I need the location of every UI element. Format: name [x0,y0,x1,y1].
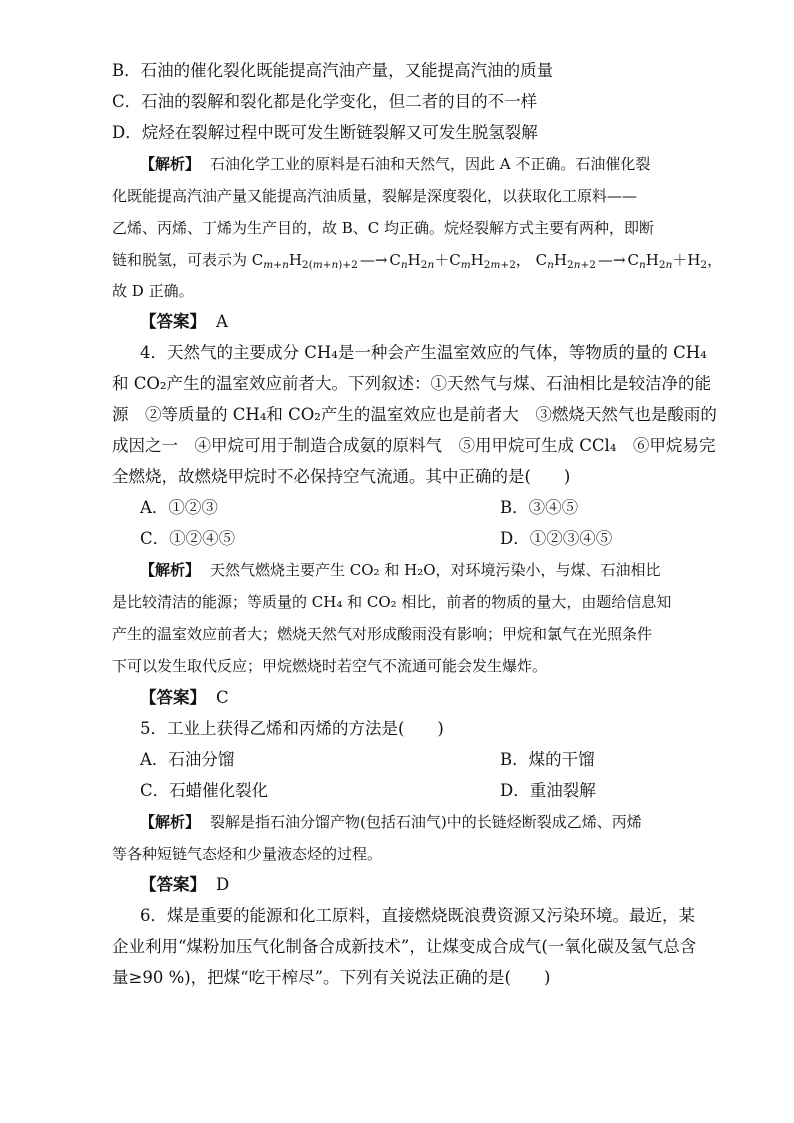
q6-stem-line: 6．煤是重要的能源和化工原料，直接燃烧既浪费资源又污染环境。最近，某 [140,906,695,925]
answer-label: 【答案】 [140,875,206,894]
q5-stem-line: 5．工业上获得乙烯和丙烯的方法是( ) [140,719,444,738]
q4-answer [140,688,710,708]
q5-option-d: D．重油裂解 [500,781,596,800]
q4-explanation-line: 【解析】 天然气燃烧主要产生 CO₂ 和 H₂O，对环境污染小，与煤、石油相比 [140,561,661,579]
answer-value: C [216,688,229,707]
q3-explanation-line: 乙烯、丙烯、丁烯为生产目的，故 B、C 均正确。烷烃裂解方式主要有两种，即断 [112,219,655,237]
q3-explanation-line: 【解析】 石油化学工业的原料是石油和天然气，因此 A 不正确。石油催化裂 [140,155,651,173]
q3-option-c: C．石油的裂解和裂化都是化学变化，但二者的目的不一样 [112,92,538,111]
q5-answer [140,875,710,895]
q3-explanation-formula-line: 链和脱氢，可表示为 $C_{m+n}H_{2(m+n)+2}$ —→ $C_nH_{2n}+C_mH_{2m+2}$， $C_nH_{2n+2}$ —→ $C_nH_{2n}+H_2$， [112,251,723,272]
q4-options-row [140,529,710,549]
q4-options-row [140,498,710,518]
q5-options-row [140,750,710,770]
q4-stem-line: 和 CO₂产生的温室效应前者大。下列叙述：①天然气与煤、石油相比是较洁净的能 [112,374,712,393]
q4-explanation-line: 下可以发生取代反应；甲烷燃烧时若空气不流通可能会发生爆炸。 [112,657,548,675]
q4-option-b: B．③④⑤ [500,498,579,517]
q6-stem-line: 量≥90 %)，把煤“吃干榨尽”。下列有关说法正确的是( ) [112,968,551,987]
q5-option-b: B．煤的干馏 [500,750,595,769]
q5-explanation-line: 等各种短链气态烃和少量液态烃的过程。 [112,845,383,863]
q4-stem-line: 成因之一 ④甲烷可用于制造合成氨的原料气 ⑤用甲烷可生成 CCl₄ ⑥甲烷易完 [112,436,716,455]
q5-explanation-line: 【解析】 裂解是指石油分馏产物(包括石油气)中的长链烃断裂成乙烯、丙烯 [140,813,642,831]
answer-value: A [216,312,228,331]
q6-stem-line: 企业利用“煤粉加压气化制备合成新技术”，让煤变成合成气(一氧化碳及氢气总含 [112,937,697,956]
answer-label: 【答案】 [140,312,206,331]
answer-value: D [216,875,230,894]
q5-option-c: C．石蜡催化裂化 [140,781,269,800]
q4-explanation-line: 是比较清洁的能源；等质量的 CH₄ 和 CO₂ 相比，前者的物质的量大，由题给信息知 [112,593,672,611]
jiexi-label: 【解析】 [140,155,201,173]
jiexi-label: 【解析】 [140,561,201,579]
q4-option-a: A．①②③ [140,498,218,517]
dehydrogenation-equation: $C_nH_{2n+2}$ —→ $C_nH_{2n}+H_2$ [535,251,708,272]
q5-options-row [140,781,710,801]
q4-stem-line: 全燃烧，故燃烧甲烷时不必保持空气流通。其中正确的是( ) [112,467,571,486]
q5-option-a: A．石油分馏 [140,750,235,769]
q3-option-b: B．石油的催化裂化既能提高汽油产量，又能提高汽油的质量 [112,61,554,80]
q4-explanation-line: 产生的温室效应前者大；燃烧天然气对形成酸雨没有影响；甲烷和氯气在光照条件 [112,625,653,643]
q4-stem-line: 4．天然气的主要成分 CH₄是一种会产生温室效应的气体，等物质的量的 CH₄ [140,343,707,362]
q3-explanation-line: 化既能提高汽油产量又能提高汽油质量，裂解是深度裂化，以获取化工原料—— [112,187,638,205]
cracking-equation-1: $C_{m+n}H_{2(m+n)+2}$ —→ $C_nH_{2n}+C_mH_{2m+2}$ [251,251,516,272]
q4-stem-line: 源 ②等质量的 CH₄和 CO₂产生的温室效应也是前者大 ③燃烧天然气也是酸雨的 [112,405,717,424]
answer-label: 【答案】 [140,688,206,707]
q4-option-d: D．①②③④⑤ [500,529,613,548]
q3-option-d: D．烷烃在裂解过程中既可发生断链裂解又可发生脱氢裂解 [112,123,538,142]
q3-answer [140,312,710,332]
q3-explanation-line: 故 D 正确。 [112,282,194,300]
jiexi-label: 【解析】 [140,813,201,831]
q4-option-c: C．①②④⑤ [140,529,236,548]
